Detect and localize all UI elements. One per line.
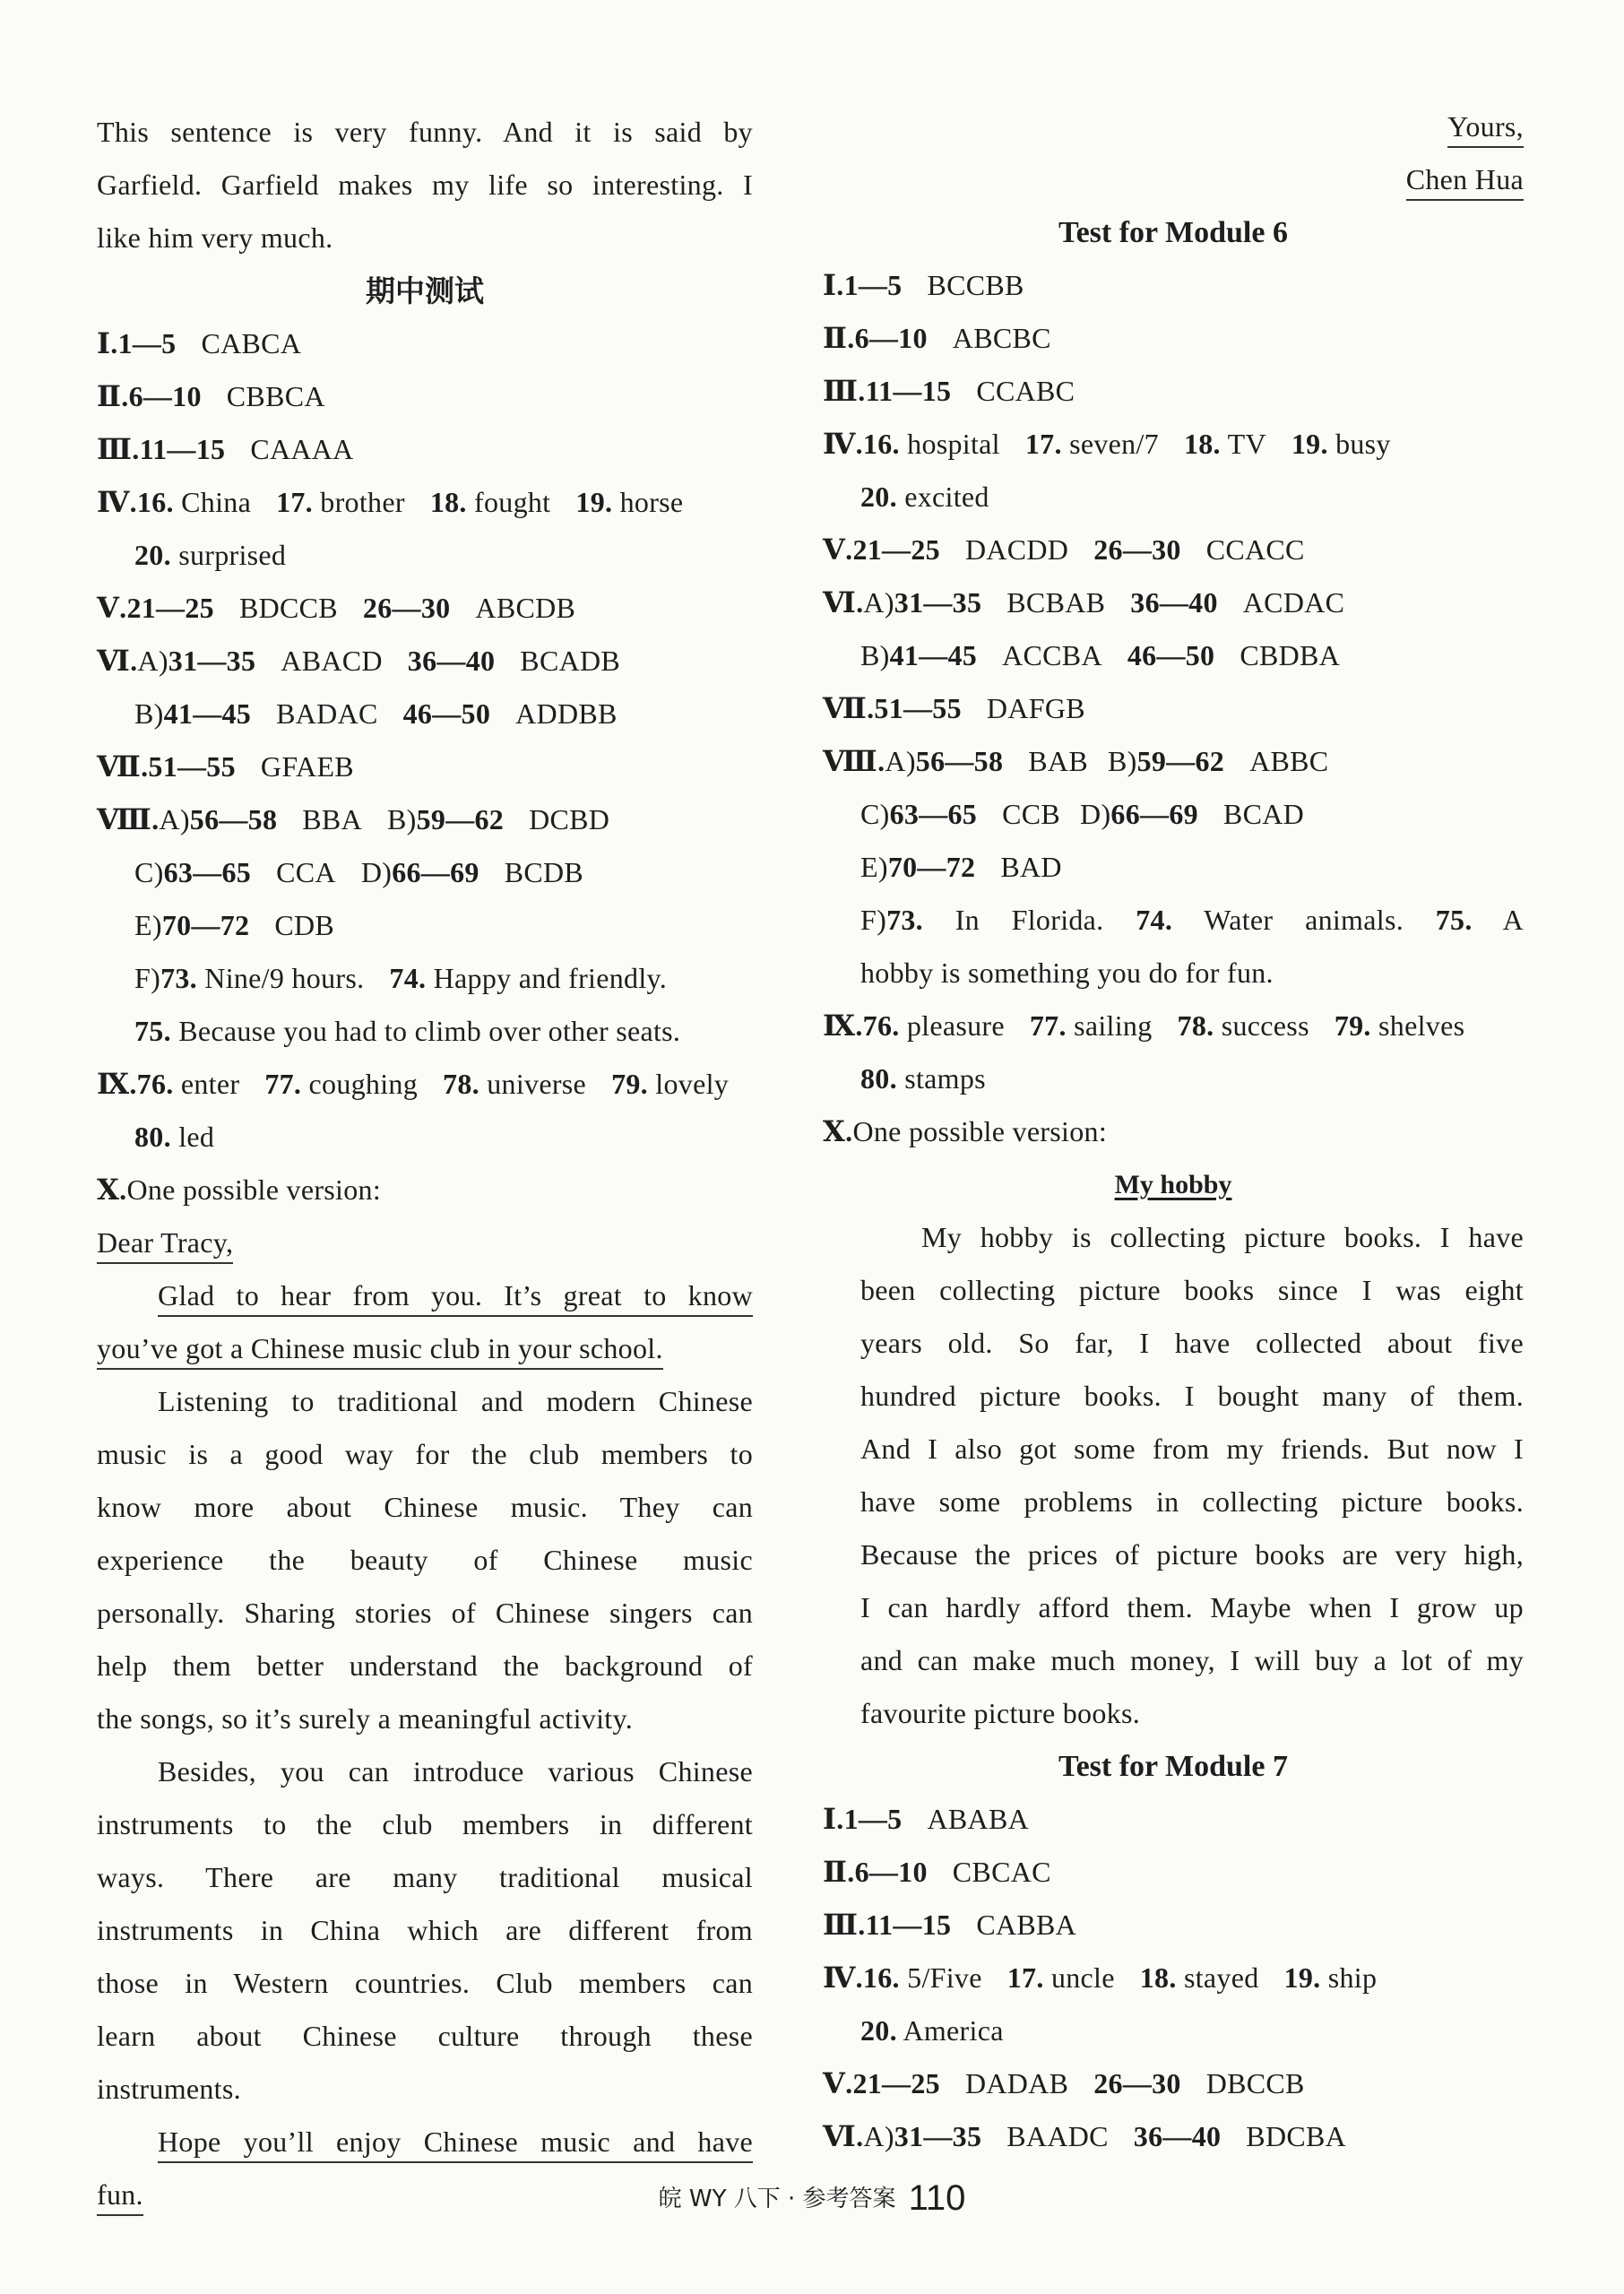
answer-row: B)41—45 BADAC 46—50 ADDBB bbox=[134, 697, 618, 730]
essay-title: My hobby bbox=[1114, 1170, 1232, 1199]
letter-line: fun. bbox=[97, 2168, 753, 2221]
essay-line: hundred picture books. I bought many of them. bbox=[860, 1380, 1524, 1412]
letter-line: Glad to hear from you. It’s great to know bbox=[97, 1269, 753, 1322]
letter-line: help them better understand the background of bbox=[97, 1649, 753, 1682]
answer-row: Ⅳ.16. China 17. brother 18. fought 19. horse bbox=[97, 486, 684, 518]
footer-text: 皖 WY 八下 · 参考答案 bbox=[658, 2186, 896, 2212]
answer-row: Ⅴ.21—25 BDCCB 26—30 ABCDB bbox=[97, 592, 576, 624]
letter-line: personally. Sharing stories of Chinese singers can bbox=[97, 1597, 753, 1629]
letter-line: those in Western countries. Club members can bbox=[97, 1967, 753, 1999]
essay-line: been collecting picture books since I was eight bbox=[860, 1274, 1524, 1306]
right-column bbox=[823, 100, 1524, 2163]
answer-row: Ⅰ.1—5 BCCBB bbox=[823, 269, 1024, 301]
letter-line: you’ve got a Chinese music club in your school. bbox=[97, 1322, 753, 1375]
letter-line: ways. There are many traditional musical bbox=[97, 1861, 753, 1893]
answer-row: 20. America bbox=[860, 2014, 1004, 2047]
answer-row: Ⅵ.A)31—35 BCBAB 36—40 ACDAC bbox=[823, 586, 1345, 619]
answer-row: C)63—65 CCB D)66—69 BCAD bbox=[860, 798, 1305, 830]
answer-row: Ⅵ.A)31—35 BAADC 36—40 BDCBA bbox=[823, 2120, 1347, 2152]
module7-title: Test for Module 7 bbox=[1058, 1750, 1288, 1783]
intro-line: This sentence is very funny. And it is said by bbox=[97, 116, 753, 148]
answer-row: 80. stamps bbox=[860, 1062, 986, 1095]
answer-row: Ⅸ.76. pleasure 77. sailing 78. success 79. shelves bbox=[823, 1009, 1465, 1042]
answer-row: Ⅰ.1—5 ABABA bbox=[823, 1803, 1029, 1835]
module6-title: Test for Module 6 bbox=[1058, 216, 1288, 249]
answer-row: C)63—65 CCA D)66—69 BCDB bbox=[134, 856, 584, 888]
answer-row: 75. Because you had to climb over other seats. bbox=[134, 1015, 681, 1047]
letter-closing: Yours, bbox=[823, 100, 1524, 153]
answer-row: Ⅶ.51—55 GFAEB bbox=[97, 750, 354, 783]
midterm-title: 期中测试 bbox=[366, 273, 484, 308]
answer-row: Ⅱ.6—10 ABCBC bbox=[823, 322, 1051, 354]
answer-row: E)70—72 CDB bbox=[134, 909, 335, 941]
letter-line: instruments in China which are different from bbox=[97, 1914, 753, 1946]
answer-row: 20. surprised bbox=[134, 539, 287, 571]
essay-line: favourite picture books. bbox=[860, 1697, 1140, 1729]
left-column bbox=[97, 106, 753, 2221]
essay-line: and can make much money, I will buy a lot of my bbox=[860, 1644, 1524, 1676]
letter-line: the songs, so it’s surely a meaningful activity. bbox=[97, 1702, 634, 1735]
answer-row: Ⅲ.11—15 CAAAA bbox=[97, 433, 354, 465]
intro-line: like him very much. bbox=[97, 221, 333, 254]
page-footer bbox=[0, 2178, 1624, 2219]
letter-line: instruments. bbox=[97, 2073, 241, 2105]
letter-line: music is a good way for the club members to bbox=[97, 1438, 753, 1470]
letter-line: instruments to the club members in different bbox=[97, 1808, 753, 1840]
essay-line: years old. So far, I have collected about five bbox=[860, 1327, 1524, 1359]
answer-row: Ⅴ.21—25 DADAB 26—30 DBCCB bbox=[823, 2067, 1305, 2099]
answer-row: E)70—72 BAD bbox=[860, 851, 1062, 883]
answer-row: Ⅵ.A)31—35 ABACD 36—40 BCADB bbox=[97, 645, 621, 677]
answer-row: hobby is something you do for fun. bbox=[860, 957, 1274, 989]
letter-line: Hope you’ll enjoy Chinese music and have bbox=[97, 2116, 753, 2168]
answer-row: F)73. Nine/9 hours. 74. Happy and friendly. bbox=[134, 962, 668, 994]
answer-row: Ⅳ.16. 5/Five 17. uncle 18. stayed 19. ship bbox=[823, 1961, 1378, 1994]
answer-row: Ⅸ.76. enter 77. coughing 78. universe 79. lovely bbox=[97, 1068, 730, 1100]
answer-row: Ⅳ.16. hospital 17. seven/7 18. TV 19. busy bbox=[823, 428, 1391, 460]
answer-row: F)73. In Florida. 74. Water animals. 75. A bbox=[860, 904, 1524, 936]
answer-row: Ⅰ.1—5 CABCA bbox=[97, 327, 302, 359]
essay-line: Because the prices of picture books are very high, bbox=[860, 1538, 1524, 1571]
intro-line: Garfield. Garfield makes my life so interesting. I bbox=[97, 169, 753, 201]
answer-row: 20. excited bbox=[860, 480, 989, 513]
answer-row: Ⅹ.One possible version: bbox=[97, 1173, 382, 1206]
answer-row: Ⅷ.A)56—58 BAB B)59—62 ABBC bbox=[823, 745, 1329, 777]
answer-row: Ⅴ.21—25 DACDD 26—30 CCACC bbox=[823, 533, 1305, 566]
letter-line: Besides, you can introduce various Chinese bbox=[158, 1755, 753, 1788]
essay-line: And I also got some from my friends. But now I bbox=[860, 1433, 1524, 1465]
answer-row: 80. led bbox=[134, 1121, 215, 1153]
letter-line: learn about Chinese culture through these bbox=[97, 2020, 753, 2052]
essay-line: have some problems in collecting picture books. bbox=[860, 1485, 1524, 1518]
answer-row: Ⅱ.6—10 CBCAC bbox=[823, 1856, 1051, 1888]
answer-row: Ⅱ.6—10 CBBCA bbox=[97, 380, 325, 412]
answer-row: Ⅶ.51—55 DAFGB bbox=[823, 692, 1085, 724]
letter-line: know more about Chinese music. They can bbox=[97, 1491, 753, 1523]
essay-line: My hobby is collecting picture books. I have bbox=[921, 1221, 1524, 1253]
page-number: 110 bbox=[908, 2178, 966, 2218]
letter-line: Listening to traditional and modern Chinese bbox=[158, 1385, 753, 1417]
answer-row: B)41—45 ACCBA 46—50 CBDBA bbox=[860, 639, 1341, 671]
answer-row: Ⅹ.One possible version: bbox=[823, 1115, 1108, 1147]
answer-row: Ⅷ.A)56—58 BBA B)59—62 DCBD bbox=[97, 803, 610, 835]
letter-greeting: Dear Tracy, bbox=[97, 1216, 753, 1269]
letter-signature: Chen Hua bbox=[823, 153, 1524, 206]
answer-row: Ⅲ.11—15 CABBA bbox=[823, 1909, 1077, 1941]
letter-line: experience the beauty of Chinese music bbox=[97, 1544, 753, 1576]
essay-line: I can hardly afford them. Maybe when I grow up bbox=[860, 1591, 1524, 1623]
answer-row: Ⅲ.11—15 CCABC bbox=[823, 375, 1075, 407]
